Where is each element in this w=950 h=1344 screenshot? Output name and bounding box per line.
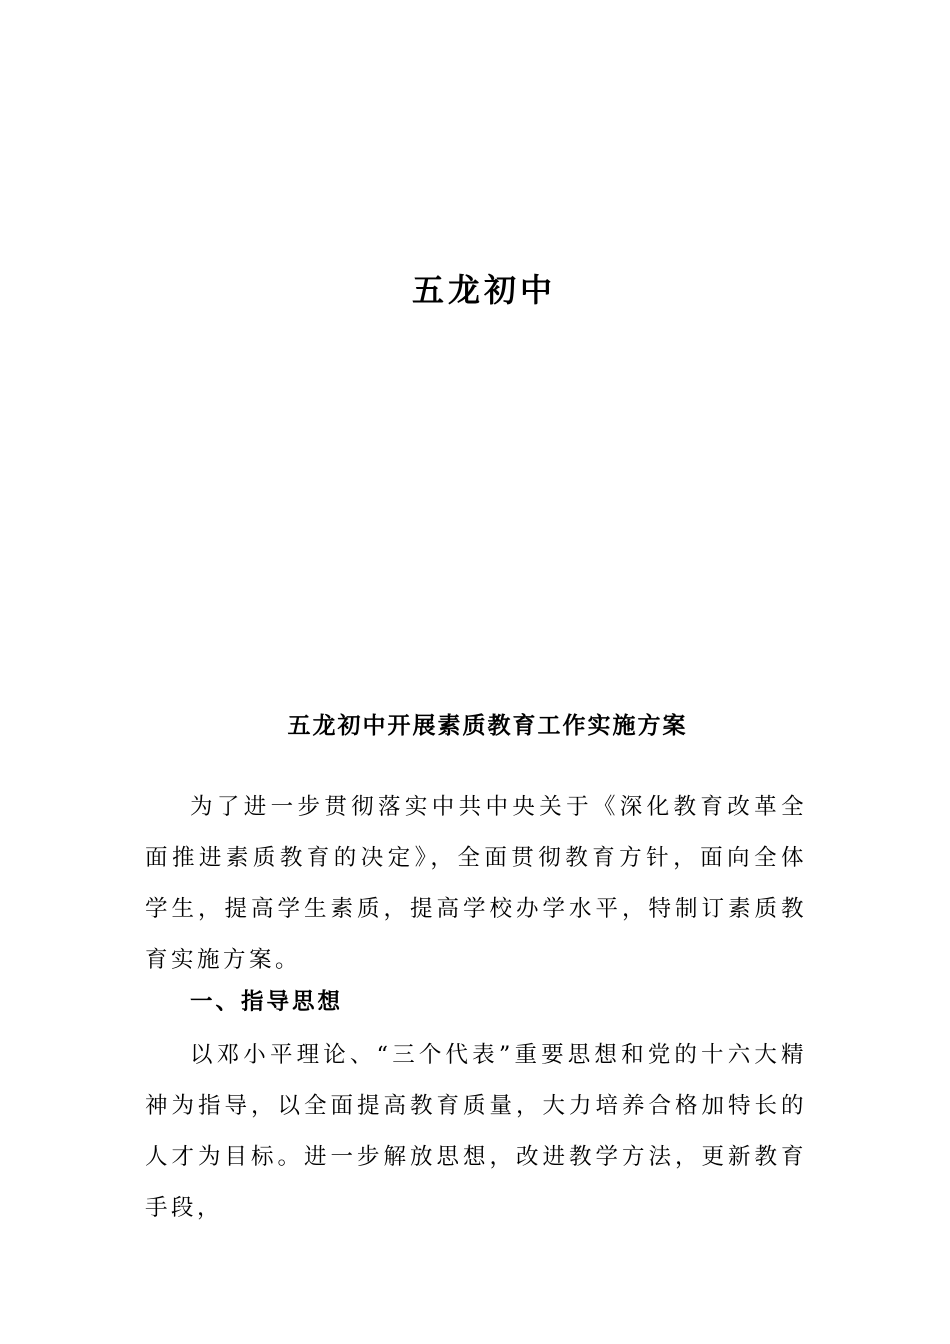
school-name: 五龙初中 [411, 271, 556, 309]
section-heading: 一、指导思想 [190, 989, 344, 1015]
section-paragraph: 以邓小平理论、“三个代表”重要思想和党的十六大精神为指导，以全面提高教育质量，大力培养合格加特长的人才为目标。进一步解放思想，改进教学方法，更新教育手段， [145, 1042, 807, 1221]
document-title: 五龙初中开展素质教育工作实施方案 [287, 712, 688, 739]
intro-paragraph: 为了进一步贯彻落实中共中央关于《深化教育改革全面推进素质教育的决定》，全面贯彻教育方针，面向全体学生，提高学生素质，提高学校办学水平，特制订素质教育实施方案。 [145, 794, 807, 973]
